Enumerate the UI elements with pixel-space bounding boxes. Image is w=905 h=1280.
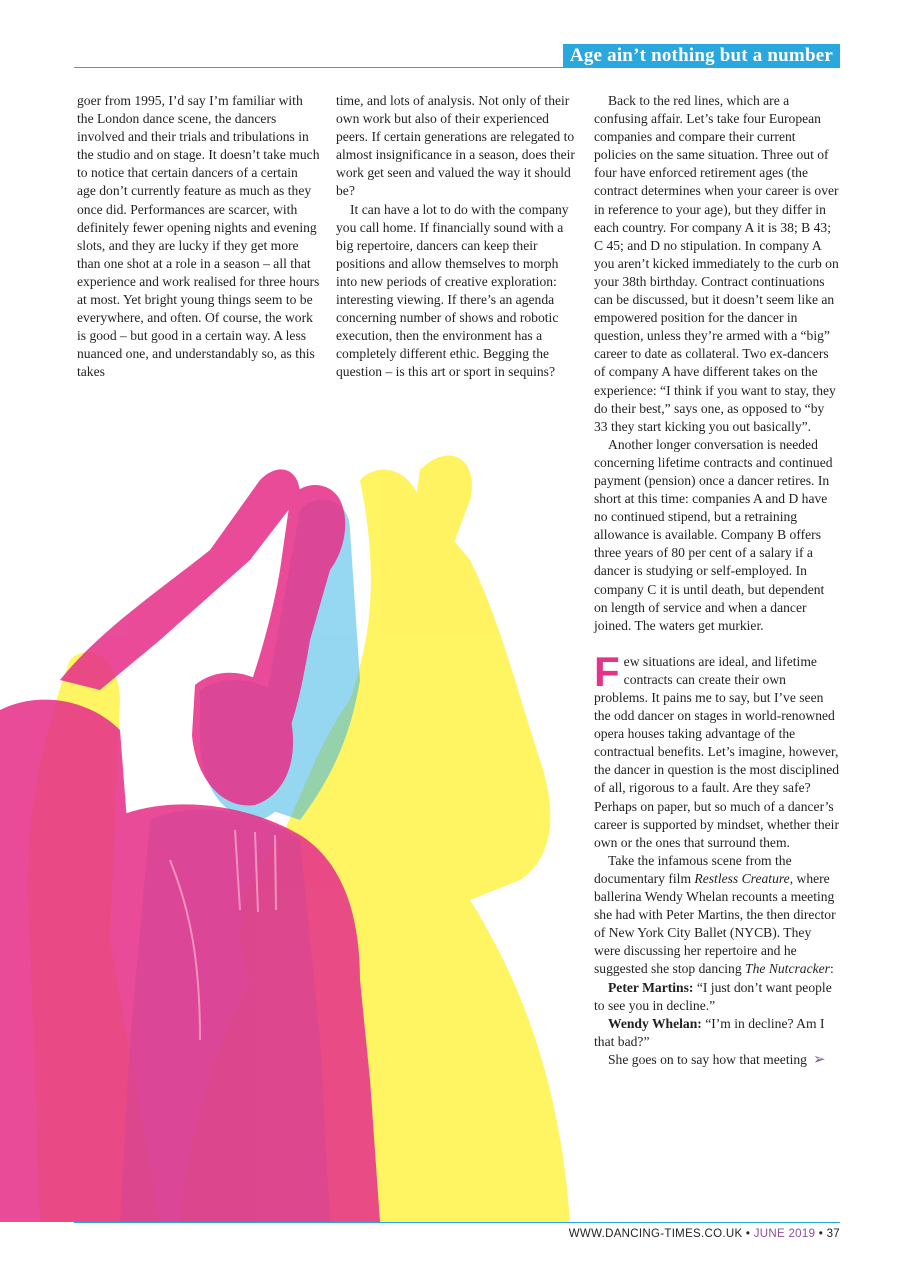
footer [569,1228,840,1240]
text: : [829,961,834,977]
paragraph-dropcap [594,647,840,852]
paragraph [594,1051,840,1069]
arrow-right-icon: ➢ [812,1050,826,1068]
article-column-2 [336,92,579,382]
drop-cap: F [594,647,620,695]
ballet-title: The Nutcracker [745,961,830,977]
paragraph: It can have a lot to do with the company you call home. If financially sound with a big repertoire, dancers can keep their positions and allow themselves to morph into new periods of creative exploration: interesting viewing. If there’s an agenda concerning number of shows and robotic execution, then the environment has a completely different ethic. Begging the question – is this art or sport in sequins? [336,201,569,380]
quote-wendy [594,1015,840,1051]
paragraph [594,852,840,979]
quote-text: “I just don’t want people to see you in decline.” [594,979,832,1013]
text: Take the infamous scene from the documentary film [594,852,792,886]
film-title: Restless Creature [694,870,790,886]
separator: • [745,1228,751,1240]
speaker-name: Wendy Whelan: [608,1015,702,1031]
text: , where ballerina Wendy Whelan recounts a meeting she had with Peter Martins, the then director of New York City Ballet (NYCB). They were discussing her repertoire and he suggested she stop dancing [594,870,836,977]
quote-text: “I’m in decline? Am I that bad?” [594,1015,825,1049]
paragraph: Back to the red lines, which are a confusing affair. Let’s take four European companies and compare their current policies on the same situation. Three out of four have enforced retirement ages (the contract determines when your career is over in reference to your age), but they differ in each country. For company A it is 38; B 43; C 45; and D no stipulation. In company A you aren’t kicked immediately to the curb on your 38th birthday. Contract continuations can be discussed, but it doesn’t seem like an empowered position for the dancer in question, unless they’re armed with a “big” career to date as collateral. Two ex-dancers of company A have different takes on the experience: “I think if you want to stay, they do their best,” says one, as opposed to “by 33 they start kicking you out basically”. [594,93,839,434]
text: She goes on to say how that meeting [608,1051,807,1067]
paragraph: Another longer conversation is needed concerning lifetime contracts and continued payment (pension) once a dancer retires. In short at this time: companies A and D have no continued stipend, but a retraining allowance is available. Company B offers three years of 80 per cent of a salary if a dancer is studying or self-employed. In company C it is until death, but dependent on length of service and when a dancer joined. The waters get murkier. [594,436,833,633]
page-number: 37 [826,1228,840,1240]
footer-rule [74,1222,840,1223]
paragraph-text: ew situations are ideal, and lifetime contracts can create their own problems. It pains me to say, but I’ve seen the odd dancer on stages in world-renowned opera houses taking advantage of the contractual benefits. Let’s imagine, however, the dancer in question is the most disciplined of all, rigorous to a fault. Are they safe? Perhaps on paper, but so much of a dancer’s career is supported by mindset, whether their own or the ones that surround them. [594,653,840,850]
speaker-name: Peter Martins: [608,979,694,995]
issue-date: JUNE 2019 [753,1228,816,1240]
separator: • [818,1228,824,1240]
paragraph: time, and lots of analysis. Not only of their own work but also of their experienced peers. If certain generations are relegated to almost insignificance in a season, does their work get seen and valued the way it should be? [336,93,575,199]
paragraph: goer from 1995, I’d say I’m familiar with the London dance scene, the dancers involved and their trials and tribulations in the studio and on stage. It doesn’t take much to notice that certain dancers of a certain age don’t currently feature as much as they once did. Performances are scarcer, with definitely fewer opening nights and evening slots, and they are lucky if they get more than one shot at a role in a season – all that experience and work realised for three hours at most. Yet bright young things seem to be everywhere, and often. Of course, the work is good – but good in a certain way. A less nuanced one, and understandably so, as this takes [77,93,320,380]
website-link[interactable]: WWW.DANCING-TIMES.CO.UK [568,1228,743,1240]
article-column-3 [594,92,840,1069]
dancer-photo [0,440,590,1222]
article-column-1 [77,92,320,382]
quote-peter [594,979,840,1015]
section-break [594,635,840,653]
section-title: Age ain’t nothing but a number [563,44,840,68]
dancer-photo-icon [0,456,570,1222]
